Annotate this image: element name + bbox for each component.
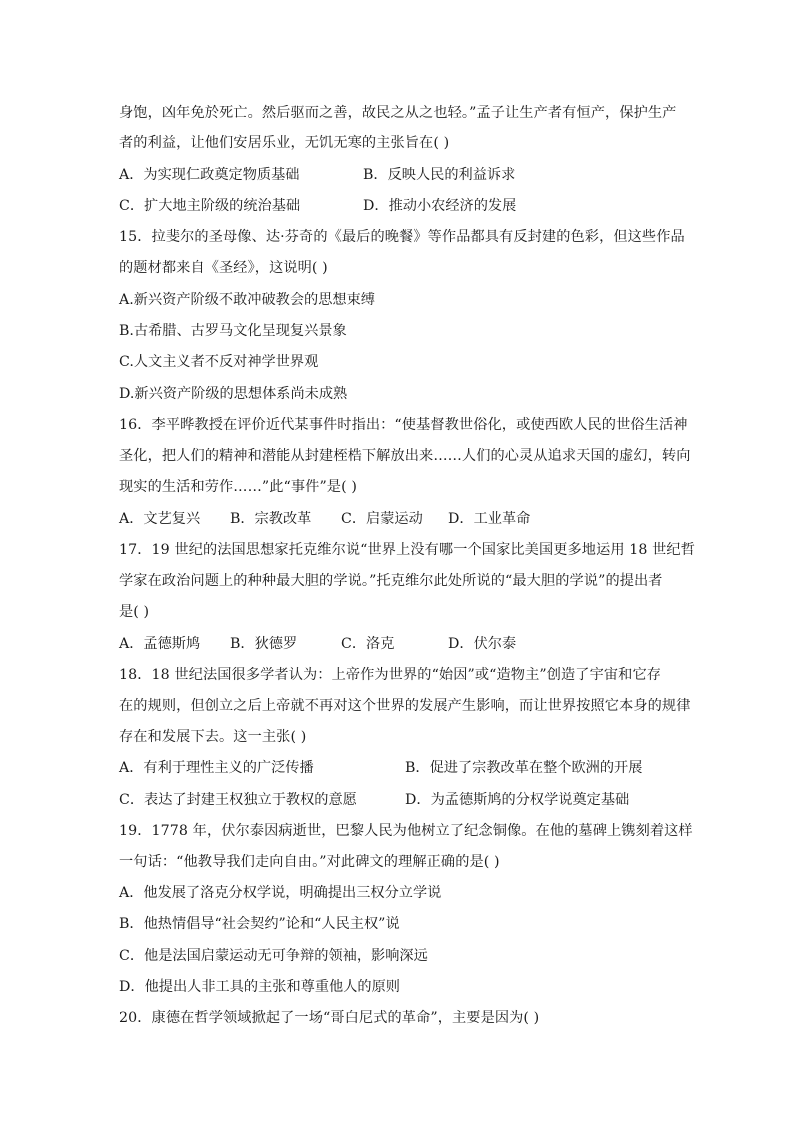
q19-stem-line-1: 19．1778 年，伏尔泰因病逝世，巴黎人民为他树立了纪念铜像。在他的墓碑上镌刻着这样 xyxy=(119,823,693,839)
q18-stem-line-3: 存在和发展下去。这一主张( ) xyxy=(119,729,307,745)
q14-stem-line-2: 者的利益，让他们安居乐业，无饥无寒的主张旨在( ) xyxy=(119,135,450,151)
q14-option-b: B．反映人民的利益诉求 xyxy=(363,167,516,183)
q14-option-d: D．推动小农经济的发展 xyxy=(363,198,517,214)
q15-option-c: C.人文主义者不反对神学世界观 xyxy=(119,354,319,370)
q18-option-d: D．为孟德斯鸠的分权学说奠定基础 xyxy=(405,792,630,808)
q15-option-d: D.新兴资产阶级的思想体系尚未成熟 xyxy=(119,386,348,402)
q15-option-a: A.新兴资产阶级不敢冲破教会的思想束缚 xyxy=(119,292,375,308)
q18-stem-line-1: 18．18 世纪法国很多学者认为：上帝作为世界的“始因”或“造物主”创造了宇宙和它存 xyxy=(119,667,662,683)
q14-option-c: C．扩大地主阶级的统治基础 xyxy=(119,198,301,214)
q16-stem-line-2: 圣化，把人们的精神和潜能从封建桎梏下解放出来……人们的心灵从追求天国的虚幻，转向 xyxy=(119,448,691,464)
q18-option-c: C．表达了封建王权独立于教权的意愿 xyxy=(119,792,357,808)
q14-option-a: A．为实现仁政奠定物质基础 xyxy=(119,167,300,183)
q15-stem-line-1: 15．拉斐尔的圣母像、达·芬奇的《最后的晚餐》等作品都具有反封建的色彩，但这些作品 xyxy=(119,229,685,245)
q19-option-d: D．他提出人非工具的主张和尊重他人的原则 xyxy=(119,979,400,995)
q20-stem-line-1: 20．康德在哲学领域掀起了一场“哥白尼式的革命”，主要是因为( ) xyxy=(119,1010,540,1026)
q18-stem-line-2: 在的规则，但创立之后上帝就不再对这个世界的发展产生影响，而让世界按照它本身的规律 xyxy=(119,698,691,714)
q16-option-d: D．工业革命 xyxy=(448,511,531,527)
q16-option-b: B．宗教改革 xyxy=(230,511,312,527)
q17-stem-line-3: 是( ) xyxy=(119,604,150,620)
q19-option-c: C．他是法国启蒙运动无可争辩的领袖，影响深远 xyxy=(119,948,428,964)
q18-option-a: A．有利于理性主义的广泛传播 xyxy=(119,760,314,776)
q14-stem-line-1: 身饱，凶年免於死亡。然后驱而之善，故民之从之也轻。”孟子让生产者有恒产，保护生产 xyxy=(119,105,677,121)
q17-option-b: B．狄德罗 xyxy=(230,636,298,652)
q19-stem-line-2: 一句话：“他教导我们走向自由。”对此碑文的理解正确的是( ) xyxy=(119,854,500,870)
q17-option-a: A．孟德斯鸠 xyxy=(119,636,201,652)
q19-option-a: A．他发展了洛克分权学说，明确提出三权分立学说 xyxy=(119,885,442,901)
q19-option-b: B．他热情倡导“社会契约”论和“人民主权”说 xyxy=(119,916,400,932)
q16-stem-line-1: 16．李平晔教授在评价近代某事件时指出：“使基督教世俗化，或使西欧人民的世俗生活神 xyxy=(119,417,688,433)
q17-stem-line-2: 学家在政治问题上的种种最大胆的学说。”托克维尔此处所说的“最大胆的学说”的提出者 xyxy=(119,573,663,589)
q16-option-c: C．启蒙运动 xyxy=(341,511,423,527)
q16-option-a: A．文艺复兴 xyxy=(119,511,201,527)
q18-option-b: B．促进了宗教改革在整个欧洲的开展 xyxy=(405,760,643,776)
q17-stem-line-1: 17．19 世纪的法国思想家托克维尔说“世界上没有哪一个国家比美国更多地运用 18 世纪哲 xyxy=(119,542,696,558)
q17-option-c: C．洛克 xyxy=(341,636,395,652)
q17-option-d: D．伏尔泰 xyxy=(448,636,517,652)
q15-option-b: B.古希腊、古罗马文化呈现复兴景象 xyxy=(119,323,347,339)
q16-stem-line-3: 现实的生活和劳作……”此“事件”是( ) xyxy=(119,479,357,495)
q15-stem-line-2: 的题材都来自《圣经》，这说明( ) xyxy=(119,260,328,276)
